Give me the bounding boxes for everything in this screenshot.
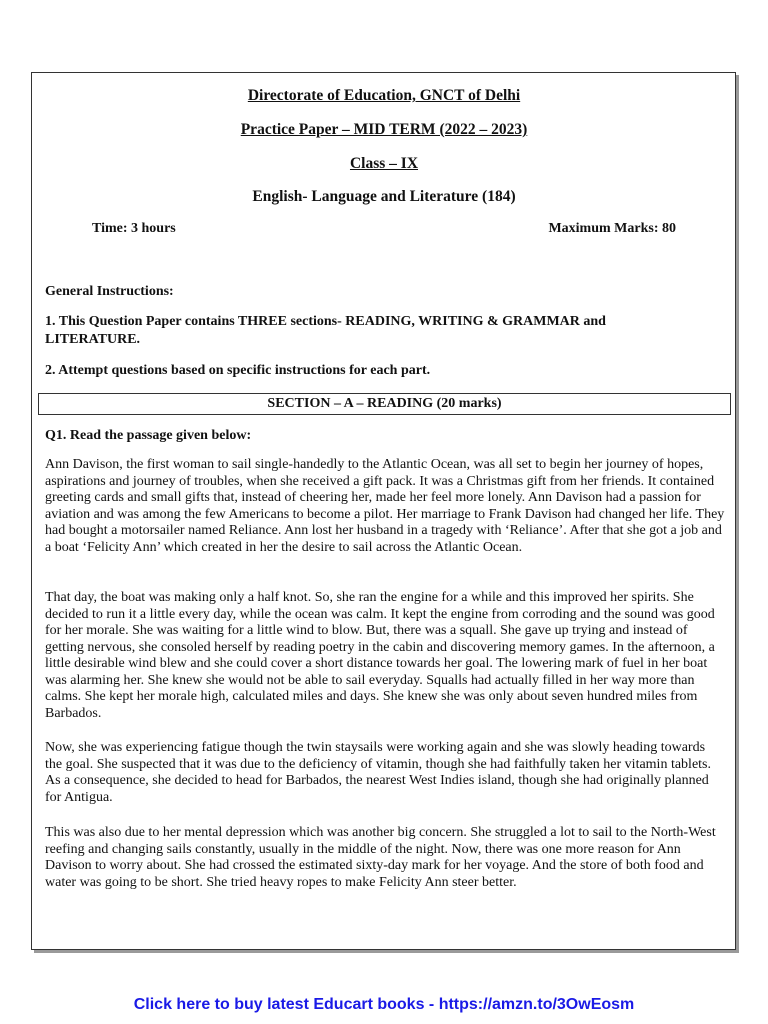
passage-paragraph-1: Ann Davison, the first woman to sail single-handedly to the Atlantic Ocean, was all set to begin her journey of hopes, aspirations and journey of troubles, when she received a gift pack. It was a Christmas gift from her friends. It contained greeting cards and small gifts that, instead of cheering her, made her feel more lonely. Ann Davison had a passion for aviation and was among the few Americans to become a pilot. Her marriage to Frank Davison had changed her life. They had bought a motorsailer named Reliance. Ann lost her husband in a tragedy with ‘Reliance’. After that she got a job and a boat ‘Felicity Ann’ which created in her the desire to sail across the Atlantic Ocean.: [45, 457, 725, 555]
time-label: Time: 3 hours: [92, 221, 176, 236]
instruction-item-1: 1. This Question Paper contains THREE sections- READING, WRITING & GRAMMAR and LITERATURE.: [45, 314, 606, 347]
instruction-item-2: 2. Attempt questions based on specific instructions for each part.: [45, 363, 431, 378]
buy-books-link[interactable]: Click here to buy latest Educart books - https://amzn.to/3OwEosm: [133, 996, 635, 1013]
passage-paragraph-3: Now, she was experiencing fatigue though the twin staysails were working again and she was slowly heading towards the goal. She suspected that it was due to the deficiency of vitamin, though she had faithfully taken her vitamin tablets. As a consequence, she decided to head for Barbados, the nearest West Indies island, though she had originally planned for Antigua.: [45, 740, 711, 805]
directorate-heading: Directorate of Education, GNCT of Delhi: [247, 87, 521, 104]
class-heading: Class – IX: [349, 155, 419, 172]
question-1-prompt: Q1. Read the passage given below:: [45, 428, 252, 443]
section-a-title: SECTION – A – READING (20 marks): [38, 393, 731, 415]
instructions-heading: General Instructions:: [45, 284, 174, 299]
passage-paragraph-2: That day, the boat was making only a half knot. So, she ran the engine for a while and this improved her spirits. She decided to run it a little every day, while the ocean was calm. It kept the engine from corroding and the sound was good for her morale. She was waiting for a little wind to blow. But, there was a squall. She gave up trying and instead of getting nervous, she consoled herself by reading poetry in the cabin and discovering memory games. In the afternoon, a little desirable wind blew and she could cover a short distance towards her goal. The lowering mark of fuel in her boat was alarming her. She knew she would not be able to sail everyday. Squalls had actually filled in her way more than calms. She kept her morale high, calculated miles and days. She knew she was only about seven hundred miles from Barbados.: [45, 590, 715, 721]
paper-title: Practice Paper – MID TERM (2022 – 2023): [240, 121, 528, 138]
max-marks-label: Maximum Marks: 80: [548, 221, 676, 236]
subject-heading: English- Language and Literature (184): [252, 188, 516, 205]
passage-paragraph-4: This was also due to her mental depression which was another big concern. She struggled a lot to sail to the North-West reefing and changing sails constantly, usually in the middle of the night. Now, there was one more reason for Ann Davison to worry about. She had crossed the estimated sixty-day mark for her voyage. And the store of both food and water was going to be short. She tried heavy ropes to make Felicity Ann steer better.: [45, 825, 716, 890]
